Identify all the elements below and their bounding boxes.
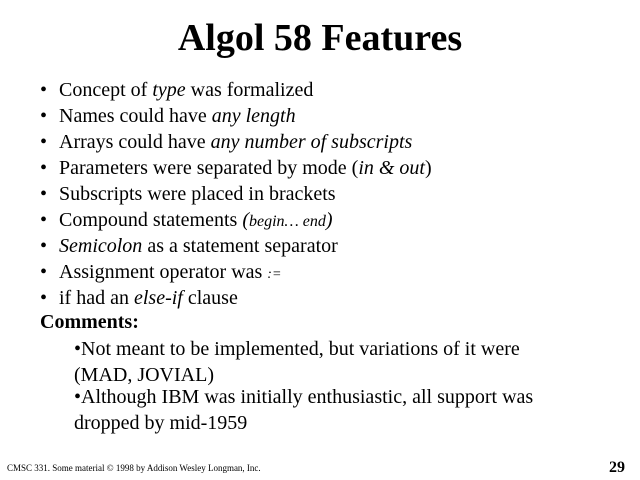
list-item-text [59,103,296,129]
list-item [40,181,432,207]
list-item-text [59,77,313,103]
list-item-text [59,207,333,235]
emphasis-text: ( [242,209,249,231]
footer-credit: CMSC 331. Some material © 1998 by Addison Wesley Longman, Inc. [7,463,261,473]
bullet-marker: • [40,183,48,205]
plain-text: Assignment operator was [59,261,268,283]
list-item-text [59,259,281,288]
emphasis-text: any number of subscripts [210,131,413,153]
plain-text: ) [424,157,432,179]
list-item-text [59,155,432,181]
comment-ibm-support: •Although IBM was initially enthusiastic, all support was dropped by mid-1959 [74,386,534,434]
plain-text: clause [182,287,238,309]
list-item [40,207,432,233]
list-item-text [59,129,412,155]
emphasis-text: Semicolon [59,235,143,257]
emphasis-text: else-if [133,287,183,309]
bullet-marker: • [40,105,48,127]
page-number: 29 [609,459,625,476]
bullet-marker: • [40,79,48,101]
list-item [40,285,432,311]
list-item [40,77,432,103]
plain-text: Names could have [59,105,212,127]
list-item [40,155,432,181]
plain-text: Arrays could have [59,131,211,153]
list-item [40,129,432,155]
comment-implementation: •Not meant to be implemented, but variations of it were (MAD, JOVIAL) [74,338,520,386]
plain-text: Parameters were separated by mode ( [59,157,359,179]
slide-title: Algol 58 Features [177,17,463,59]
emphasis-text: any length [211,105,296,127]
bullet-marker: • [40,209,48,231]
bullet-marker: • [40,157,48,179]
emphasis-text: ) [325,209,333,231]
plain-text: if had an [59,287,134,309]
list-item-text [59,233,338,259]
feature-list [40,77,432,311]
list-item [40,103,432,129]
list-item [40,233,432,259]
bullet-marker: • [40,131,48,153]
plain-text: was formalized [185,79,314,101]
plain-text: Subscripts were placed in brackets [59,183,336,205]
emphasis-text: begin… end [249,213,326,230]
list-item [40,259,432,285]
bullet-marker: • [40,287,48,309]
plain-text: Compound statements [59,209,243,231]
list-item-text [59,285,238,311]
comments-heading: Comments: [40,311,139,333]
emphasis-text: in & out [358,157,425,179]
bullet-marker: • [40,261,48,283]
bullet-marker: • [40,235,48,257]
emphasis-text: := [267,267,282,282]
plain-text: as a statement separator [142,235,338,257]
emphasis-text: type [152,79,186,101]
plain-text: Concept of [59,79,153,101]
list-item-text [59,181,336,207]
